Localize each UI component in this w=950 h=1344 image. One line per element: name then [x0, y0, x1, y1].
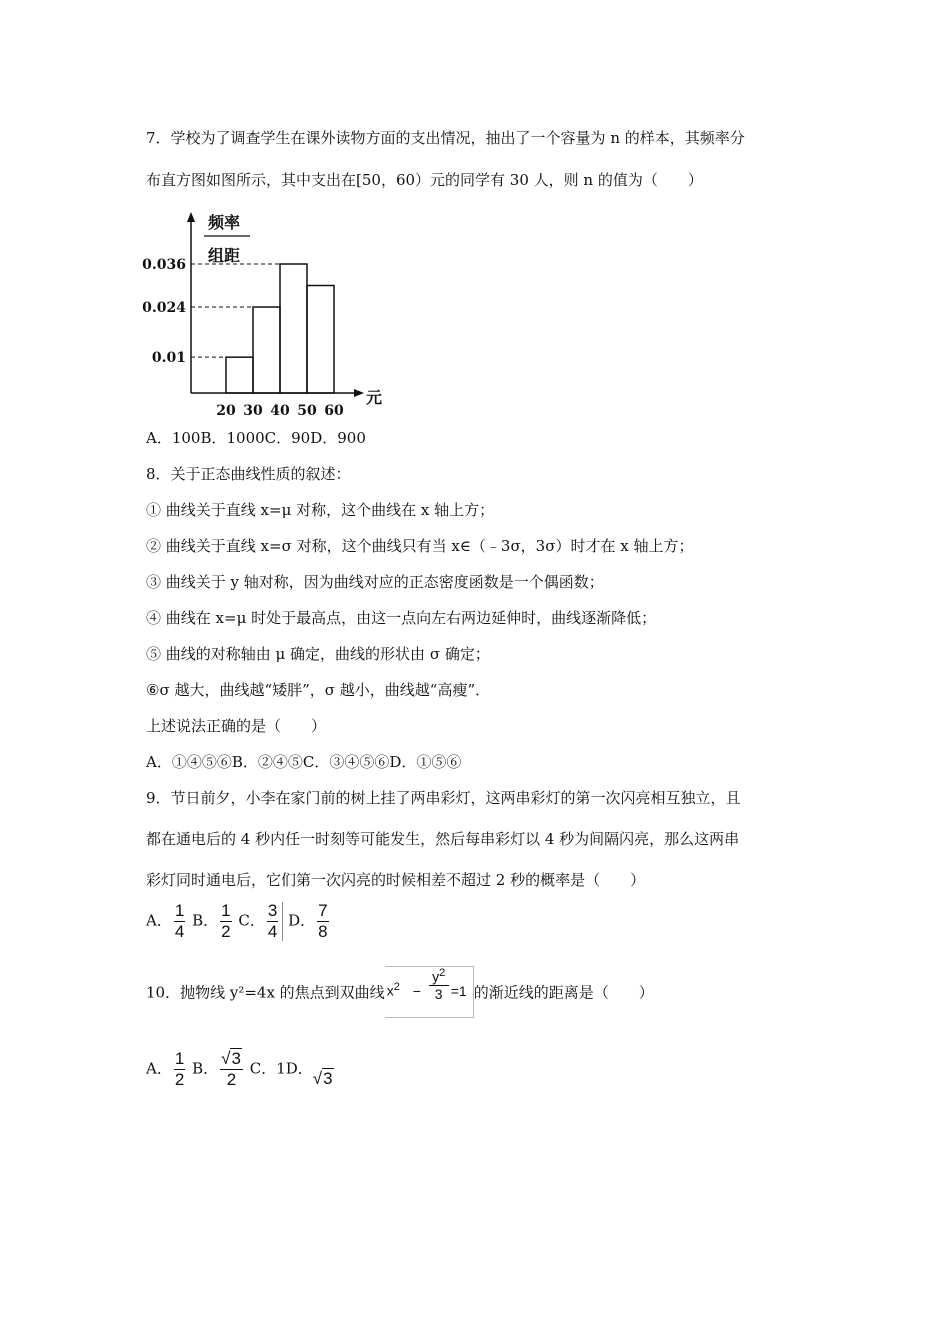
hyperbola-formula: [385, 966, 474, 1018]
q9-option-a-fraction: [174, 902, 185, 941]
q8-statement-2: ② 曲线关于直线 x=σ 对称，这个曲线只有当 x∈（﹣3σ，3σ）时才在 x 轴上方；: [146, 537, 694, 555]
formula-minus: −: [412, 983, 421, 999]
y-label-bottom: 组距: [208, 246, 241, 265]
y-axis-arrow: [187, 212, 195, 222]
q8-options: A．①④⑤⑥B．②④⑤C．③④⑤⑥D．①⑤⑥: [146, 753, 462, 771]
denominator: 4: [174, 922, 185, 941]
q9-stem-line3: 彩灯同时通电后，它们第一次闪亮的时候相差不超过 2 秒的概率是（ ）: [146, 871, 646, 889]
q8-statement-6: ⑥σ 越大，曲线越“矮胖”，σ 越小，曲线越“高瘦”．: [146, 681, 491, 699]
numerator: 7: [318, 901, 328, 920]
histogram-bar-4: [307, 286, 334, 394]
q8-statement-5: ⑤ 曲线的对称轴由 μ 确定，曲线的形状由 σ 确定；: [146, 645, 490, 663]
q10-options: [146, 1050, 334, 1089]
x-tick-label: 40: [270, 403, 290, 419]
q8-question: 上述说法正确的是（ ）: [146, 717, 327, 735]
q8-stem: 8．关于正态曲线性质的叙述：: [146, 465, 351, 483]
x-tick-label: 20: [216, 403, 236, 419]
denominator: 8: [318, 922, 328, 941]
frequency-histogram: [140, 208, 385, 420]
q7-stem-line2: 布直方图如图所示，其中支出在[50，60）元的同学有 30 人，则 n 的值为（ ）: [146, 171, 703, 189]
histogram-bar-3: [280, 264, 307, 393]
q9-option-c-fraction: [267, 902, 278, 941]
histogram-bar-1: [226, 357, 253, 393]
q10-option-a-fraction: [174, 1050, 185, 1089]
q9-option-b-label: B．: [192, 911, 219, 930]
q10-stem-before: 10．抛物线 y²=4x 的焦点到双曲线: [146, 983, 385, 1002]
q7-options: A．100B．1000C．90D．900: [146, 429, 366, 447]
sqrt-numerator: √3: [221, 1049, 241, 1068]
histogram-bar-2: [253, 307, 280, 393]
q9-option-d-label: D．: [288, 911, 316, 930]
q8-statement-3: ③ 曲线关于 y 轴对称，因为曲线对应的正态密度函数是一个偶函数；: [146, 573, 604, 591]
q9-options: [146, 902, 331, 941]
x-tick-label: 50: [297, 403, 317, 419]
numerator: 1: [221, 901, 231, 920]
x-tick-label: 30: [243, 403, 263, 419]
q9-option-b-fraction: [220, 902, 231, 941]
q9-stem-line1: 9．节日前夕，小李在家门前的树上挂了两串彩灯，这两串彩灯的第一次闪亮相互独立，且: [146, 789, 741, 807]
y-tick-label: 0.024: [142, 300, 186, 316]
numerator: 3: [267, 901, 278, 920]
y-tick-label: 0.036: [142, 257, 186, 273]
q8-statement-1: ① 曲线关于直线 x=μ 对称，这个曲线在 x 轴上方；: [146, 501, 495, 519]
q10-option-b-label: B．: [192, 1059, 219, 1078]
y-label-top: 频率: [208, 213, 241, 232]
q10-option-a-label: A．: [146, 1059, 172, 1078]
numerator: 1: [174, 901, 185, 920]
numerator: 1: [174, 1049, 185, 1068]
q8-statement-4: ④ 曲线在 x=μ 时处于最高点，由这一点向左右两边延伸时，曲线逐渐降低；: [146, 609, 657, 627]
q9-option-d-fraction: [317, 902, 328, 941]
denominator: 2: [226, 1070, 237, 1089]
q10-option-d-sqrt: √3: [312, 1068, 333, 1088]
q9-stem-line2: 都在通电后的 4 秒内任一时刻等可能发生，然后每串彩灯以 4 秒为间隔闪亮，那么这两串: [146, 830, 740, 848]
y-tick-label: 0.01: [151, 350, 186, 367]
q10-option-cd-label: C．1D．: [249, 1059, 313, 1078]
q10-stem: [146, 966, 654, 1018]
q10-stem-after: 的渐近线的距离是（ ）: [473, 983, 654, 1002]
q10-option-b-fraction: [220, 1050, 243, 1089]
formula-equals: =1: [450, 983, 467, 999]
q9-option-a-label: A．: [146, 911, 172, 930]
x-label: 元: [366, 388, 383, 407]
x-tick-label: 60: [324, 403, 344, 419]
denominator: 4: [267, 922, 278, 941]
formula-fraction: $y^2$ 3: [429, 967, 449, 1002]
formula-x: $x^2$: [386, 981, 400, 999]
denominator: 2: [221, 922, 231, 941]
q7-stem-line1: 7．学校为了调查学生在课外读物方面的支出情况，抽出了一个容量为 n 的样本，其频率分: [146, 129, 745, 147]
x-axis-arrow: [354, 389, 364, 397]
q9-option-c-label: C．: [238, 911, 265, 930]
denominator: 2: [174, 1070, 185, 1089]
